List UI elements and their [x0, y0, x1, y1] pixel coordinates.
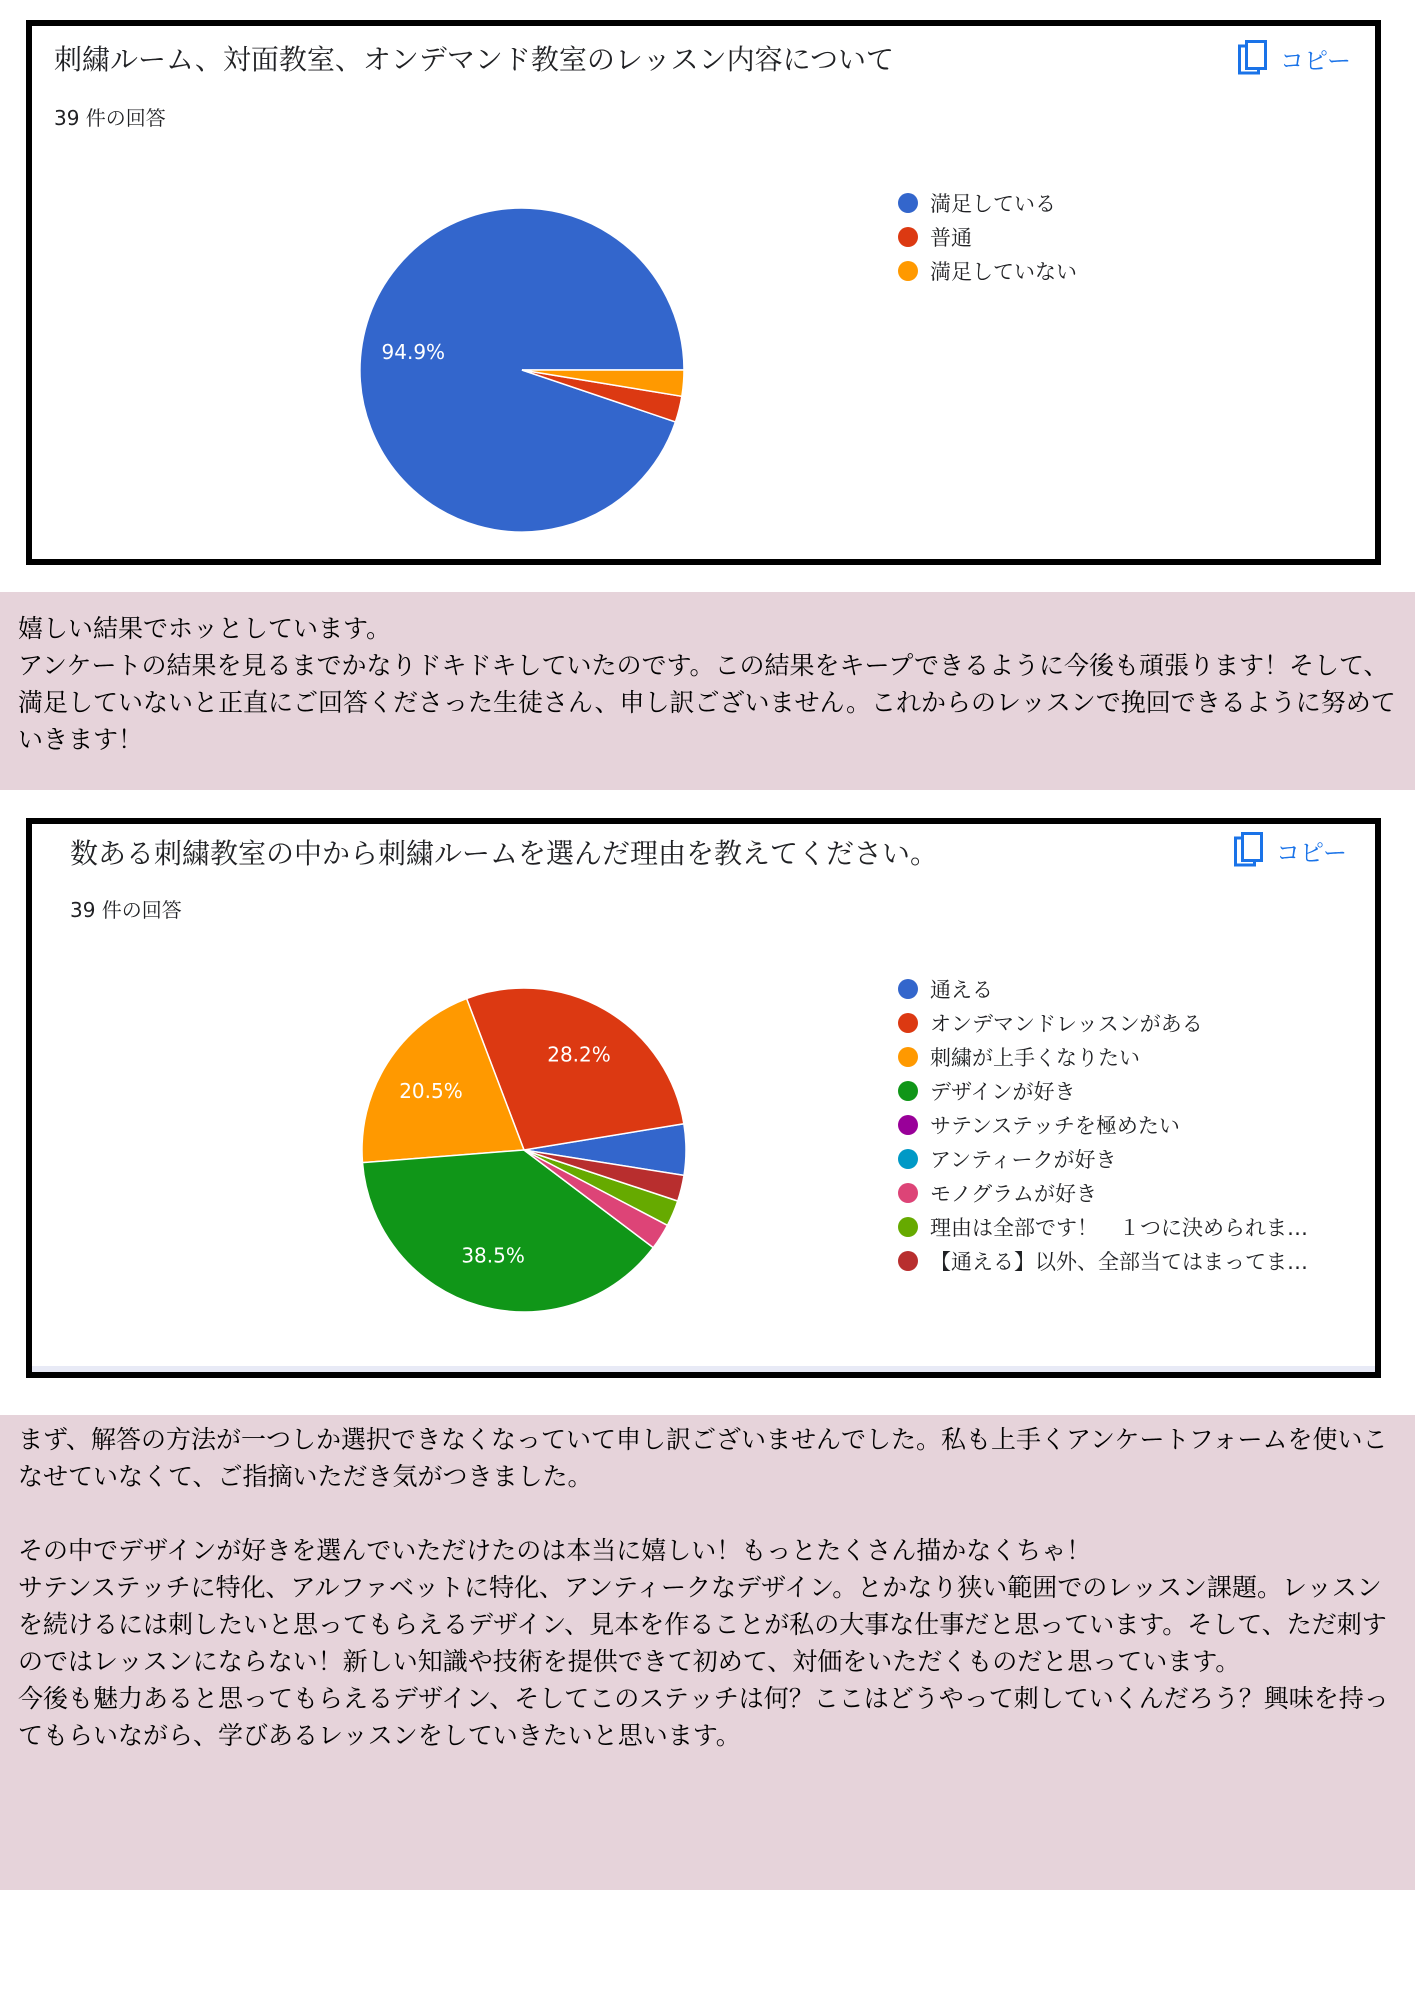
copy-label: コピー	[1275, 838, 1347, 867]
legend-item	[898, 1006, 1308, 1040]
legend-item	[898, 220, 1077, 254]
legend-item	[898, 1074, 1308, 1108]
comment-paragraph: まず、解答の方法が一つしか選択できなくなっていて申し訳ございませんでした。私も上手くアンケートフォームを使いこなせていなくて、ご指摘いただき気がつきました。	[18, 1425, 1388, 1491]
copy-button[interactable]	[1234, 832, 1347, 868]
comment-paragraph: 嬉しい結果でホッとしています。	[18, 614, 392, 643]
pie-slice-label: 38.5%	[461, 1243, 525, 1268]
legend-swatch	[898, 261, 918, 281]
legend-swatch	[898, 227, 918, 247]
divider	[32, 1366, 1375, 1372]
legend-label: 理由は全部です！ １つに決められま…	[930, 1216, 1308, 1240]
legend-item	[898, 254, 1077, 288]
legend-swatch	[898, 1251, 918, 1271]
comment-paragraph: アンケートの結果を見るまでかなりドキドキしていたのです。この結果をキープできるように今後も頑張ります！そして、満足していないと正直にご回答くださった生徒さん、申し訳ございません。これからのレッスンで挽回できるように努めていきます！	[18, 651, 1396, 754]
pie-chart-reasons	[334, 960, 714, 1340]
legend-label: 刺繍が上手くなりたい	[930, 1046, 1140, 1070]
chart-legend	[898, 972, 1308, 1278]
legend-swatch	[898, 1217, 918, 1237]
pie-chart-satisfaction	[332, 180, 712, 560]
legend-item	[898, 1108, 1308, 1142]
chart-legend	[898, 186, 1077, 288]
legend-label: 【通える】以外、全部当てはまってま…	[930, 1250, 1308, 1274]
survey-card-lesson-content	[26, 20, 1381, 565]
copy-label: コピー	[1279, 46, 1351, 75]
legend-swatch	[898, 1081, 918, 1101]
legend-swatch	[898, 1047, 918, 1067]
pie-slice-label: 94.9%	[381, 340, 446, 365]
legend-item	[898, 972, 1308, 1006]
legend-item	[898, 1040, 1308, 1074]
legend-item	[898, 1142, 1308, 1176]
pie-slice-label: 28.2%	[547, 1042, 611, 1067]
legend-label: 満足していない	[930, 260, 1077, 284]
legend-label: サテンステッチを極めたい	[930, 1114, 1180, 1138]
comment-paragraph	[18, 1495, 1397, 1532]
legend-item	[898, 186, 1077, 220]
comment-paragraph: 今後も魅力あると思ってもらえるデザイン、そしてこのステッチは何？ここはどうやって刺していくんだろう？興味を持ってもらいながら、学びあるレッスンをしていきたいと思います。	[18, 1684, 1389, 1750]
legend-swatch	[898, 1149, 918, 1169]
legend-label: 通える	[930, 978, 993, 1002]
legend-item	[898, 1210, 1308, 1244]
legend-swatch	[898, 1183, 918, 1203]
comment-paragraph: サテンステッチに特化、アルファベットに特化、アンティークなデザイン。とかなり狭い範囲でのレッスン課題。レッスンを続けるには刺したいと思ってもらえるデザイン、見本を作ることが私の大事な仕事だと思っています。そして、ただ刺すのではレッスンにならない！新しい知識や技術を提供できて初めて、対価をいただくものだと思っています。	[18, 1573, 1387, 1676]
legend-swatch	[898, 193, 918, 213]
question-title: 数ある刺繍教室の中から刺繍ルームを選んだ理由を教えてください。	[70, 837, 939, 870]
comment-paragraph: その中でデザインが好きを選んでいただけたのは本当に嬉しい！もっとたくさん描かなくちゃ！	[18, 1536, 1092, 1565]
legend-label: デザインが好き	[930, 1080, 1076, 1104]
legend-label: オンデマンドレッスンがある	[930, 1012, 1203, 1036]
legend-label: 満足している	[930, 192, 1056, 216]
copy-button[interactable]	[1238, 40, 1351, 76]
response-count: 39 件の回答	[70, 898, 182, 922]
legend-item	[898, 1176, 1308, 1210]
legend-swatch	[898, 979, 918, 999]
copy-icon	[1238, 40, 1268, 76]
pie-slice-label: 20.5%	[399, 1079, 463, 1104]
comment-block-2	[0, 1415, 1415, 1890]
legend-swatch	[898, 1013, 918, 1033]
legend-swatch	[898, 1115, 918, 1135]
response-count: 39 件の回答	[54, 106, 166, 130]
legend-label: アンティークが好き	[930, 1148, 1117, 1172]
question-title: 刺繍ルーム、対面教室、オンデマンド教室のレッスン内容について	[54, 43, 895, 76]
legend-label: 普通	[930, 226, 972, 250]
copy-icon	[1234, 832, 1264, 868]
legend-label: モノグラムが好き	[930, 1182, 1097, 1206]
survey-card-reason	[26, 818, 1381, 1378]
comment-block-1	[0, 592, 1415, 790]
legend-item	[898, 1244, 1308, 1278]
